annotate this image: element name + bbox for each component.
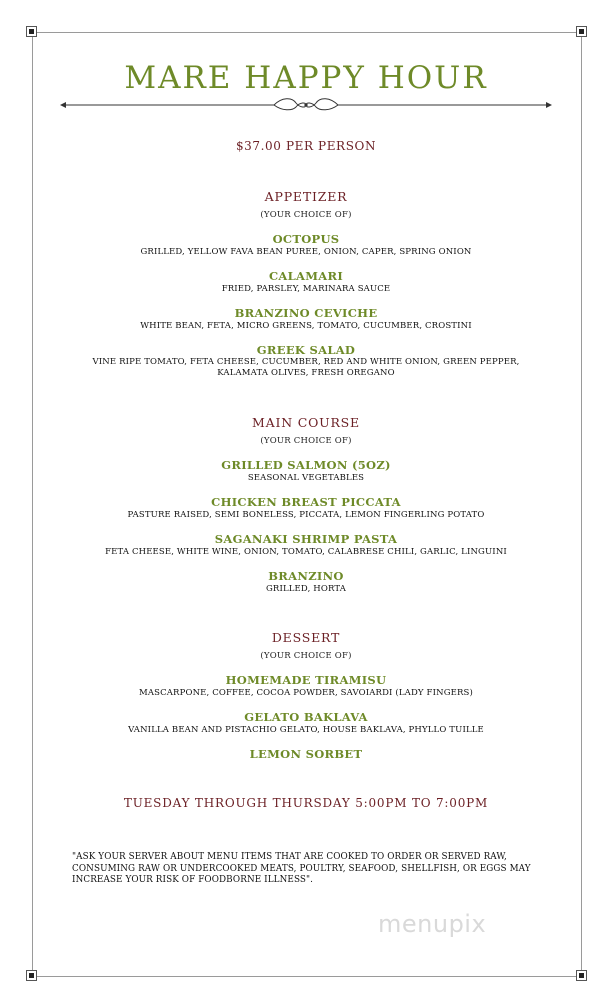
- menu-title: MARE HAPPY HOUR: [124, 60, 488, 96]
- menu-item-description: FETA CHEESE, WHITE WINE, ONION, TOMATO, CALABRESE CHILI, GARLIC, LINGUINI: [105, 547, 507, 557]
- menu-item-name: OCTOPUS: [272, 232, 340, 246]
- corner-ornament-icon: [576, 26, 587, 37]
- flourish-divider-icon: [60, 96, 552, 114]
- consumer-advisory-notice: "ASK YOUR SERVER ABOUT MENU ITEMS THAT ARE COOKED TO ORDER OR SERVED RAW, CONSUMING RAW OR UNDERCOOKED MEATS, POULTRY, SEAFOOD, SHELLFISH, OR EGGS MAY INCREASE YOUR RISK OF FOODBORNE ILLNESS".: [72, 852, 531, 885]
- happy-hour-times: TUESDAY THROUGH THURSDAY 5:00PM TO 7:00PM: [123, 796, 489, 810]
- section-heading-main-course: MAIN COURSE: [252, 415, 360, 430]
- menu-item-name: SAGANAKI SHRIMP PASTA: [214, 532, 398, 546]
- corner-ornament-icon: [576, 970, 587, 981]
- menu-item-name: GREEK SALAD: [256, 343, 356, 357]
- menu-item-description: GRILLED, HORTA: [265, 584, 347, 594]
- menu-item-description: MASCARPONE, COFFEE, COCOA POWDER, SAVOIARDI (LADY FINGERS): [139, 688, 473, 698]
- menu-item-description: VINE RIPE TOMATO, FETA CHEESE, CUCUMBER, RED AND WHITE ONION, GREEN PEPPER, KALAMATA OLIVES, FRESH OREGANO: [92, 357, 520, 378]
- section-heading-dessert: DESSERT: [271, 630, 341, 645]
- section-choice-note: (YOUR CHOICE OF): [260, 436, 352, 446]
- menu-item-description: VANILLA BEAN AND PISTACHIO GELATO, HOUSE BAKLAVA, PHYLLO TUILLE: [128, 725, 484, 735]
- menu-item-description: WHITE BEAN, FETA, MICRO GREENS, TOMATO, CUCUMBER, CROSTINI: [140, 321, 472, 331]
- menu-item-description: FRIED, PARSLEY, MARINARA SAUCE: [221, 284, 391, 294]
- frame-top-line: [32, 32, 580, 33]
- menu-item-name: HOMEMADE TIRAMISU: [225, 673, 387, 687]
- corner-ornament-icon: [26, 970, 37, 981]
- menu-item-name: BRANZINO: [268, 569, 344, 583]
- menu-item-description: SEASONAL VEGETABLES: [247, 473, 365, 483]
- price-per-person: $37.00 PER PERSON: [235, 139, 377, 153]
- menu-item-name: GRILLED SALMON (5OZ): [221, 458, 391, 472]
- watermark-logo: menupix: [378, 910, 487, 938]
- menu-item-name: BRANZINO CEVICHE: [234, 306, 378, 320]
- section-choice-note: (YOUR CHOICE OF): [260, 651, 352, 661]
- menu-item-description: GRILLED, YELLOW FAVA BEAN PUREE, ONION, CAPER, SPRING ONION: [140, 247, 472, 257]
- section-choice-note: (YOUR CHOICE OF): [260, 210, 352, 220]
- frame-bottom-line: [32, 976, 580, 977]
- section-heading-appetizer: APPETIZER: [264, 189, 348, 204]
- menu-item-description: PASTURE RAISED, SEMI BONELESS, PICCATA, LEMON FINGERLING POTATO: [127, 510, 485, 520]
- menu-item-name: CALAMARI: [268, 269, 344, 283]
- menu-item-name: CHICKEN BREAST PICCATA: [211, 495, 401, 509]
- menu-item-name: LEMON SORBET: [249, 747, 363, 761]
- menu-item-name: GELATO BAKLAVA: [244, 710, 368, 724]
- corner-ornament-icon: [26, 26, 37, 37]
